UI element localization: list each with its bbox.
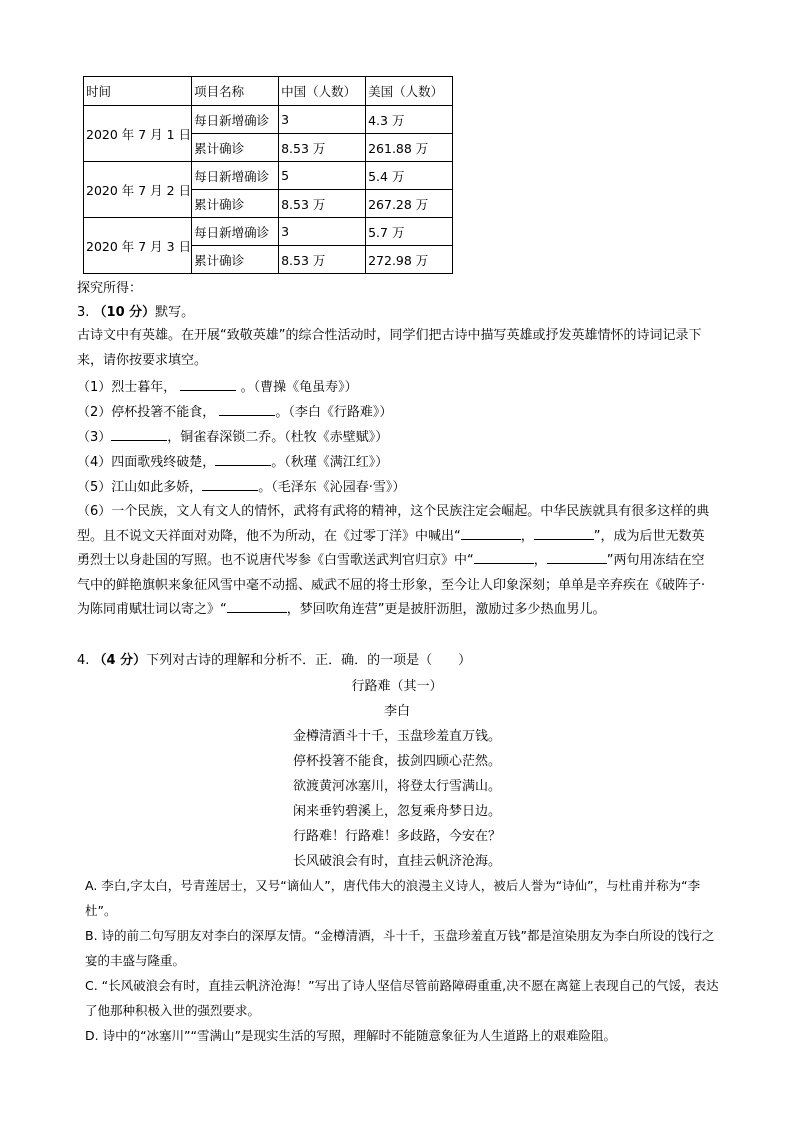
item-cell: 每日新增确诊: [192, 218, 279, 246]
answer-blank[interactable]: [461, 527, 521, 540]
q3-item-pre: （1）烈士暮年，: [77, 380, 177, 395]
poem-line: 金樽清酒斗十千，玉盘珍羞直万钱。: [292, 729, 501, 744]
q3-item-1: [77, 378, 358, 397]
answer-blank[interactable]: [474, 551, 534, 564]
answer-blank[interactable]: [202, 478, 258, 491]
q3-item6-a: （6）一个民族，文人有文人的情怀，武将有武将的精神，这个民族注定会崛起。中华民族就具有很多这样的典型。且不说文天祥面对劝降，他不为所动，在《过零丁洋》中喊出“: [77, 504, 710, 544]
usa-cell: 272.98 万: [366, 246, 453, 274]
option-d[interactable]: D. 诗中的“冰塞川”“雪满山”是现实生活的写照，理解时不能随意象征为人生道路上的艰难险阻。: [85, 1028, 616, 1043]
china-cell: 8.53 万: [279, 134, 366, 162]
item-cell: 累计确诊: [192, 190, 279, 218]
q3-score: （10 分）: [93, 305, 156, 320]
q3-item-post: 。（曹操《龟虽寿》）: [240, 380, 358, 395]
usa-cell: 5.4 万: [366, 162, 453, 190]
china-cell: 3: [279, 106, 366, 134]
covid-stats-table: [83, 76, 453, 274]
answer-blank[interactable]: [180, 378, 236, 391]
q4-heading: [77, 652, 471, 670]
table-row: [84, 106, 453, 134]
header-item: 项目名称: [192, 77, 279, 106]
q3-title: 默写。: [155, 305, 195, 320]
item-cell: 每日新增确诊: [192, 106, 279, 134]
china-cell: 5: [279, 162, 366, 190]
usa-cell: 261.88 万: [366, 134, 453, 162]
china-cell: 8.53 万: [279, 190, 366, 218]
date-cell: 2020 年 7 月 3 日: [84, 218, 192, 274]
china-cell: 8.53 万: [279, 246, 366, 274]
item-cell: 每日新增确诊: [192, 162, 279, 190]
item-cell: 累计确诊: [192, 246, 279, 274]
q3-item-post: ，铜雀春深锁二乔。（杜牧《赤壁赋》）: [167, 430, 389, 445]
q3-item-4: [77, 453, 388, 472]
header-china: 中国（人数）: [279, 77, 366, 106]
q4-number: 4.: [77, 653, 90, 668]
poem-title: 行路难（其一）: [351, 679, 443, 694]
header-time: 时间: [84, 77, 192, 106]
q3-item6-c: ”，成为后世无数英勇烈士以身赴国的写照。也不说唐代岑参《白雪歌送武判官归京》中“: [77, 528, 705, 568]
q3-item-3: [77, 428, 388, 447]
explore-label: 探究所得：: [77, 281, 143, 296]
answer-blank[interactable]: [219, 403, 275, 416]
poem-line: 长风破浪会有时，直挂云帆济沧海。: [292, 854, 501, 869]
q3-item-post: 。（李白《行路难》）: [275, 405, 393, 420]
q3-number: 3.: [77, 305, 90, 320]
q3-item-6: [77, 500, 717, 623]
q3-item-pre: （5）江山如此多娇，: [77, 480, 203, 495]
option-a[interactable]: A. 李白,字太白，号青莲居士，又号“谪仙人”，唐代伟大的浪漫主义诗人，被后人誉为“诗仙”，与杜甫并称为“李杜”。: [85, 878, 701, 918]
q3-item-post: 。（毛泽东《沁园春·雪》）: [258, 480, 406, 495]
q4-score: （4 分）: [93, 653, 147, 668]
q3-item-post: 。（秋瑾《满江红》）: [271, 455, 389, 470]
q3-item6-e: ”两句用冻结在空气中的鲜艳旗帜来象征风雪中毫不动摇、威武不屈的将士形象，至今让人印象深刻；单单是辛弃疾在《破阵子·为陈同甫赋壮词以寄之》“: [77, 553, 706, 617]
poem-line: 行路难！行路难！多歧路，今安在？: [292, 829, 501, 844]
q3-intro: 古诗文中有英雄。在开展“致敬英雄”的综合性活动时，同学们把古诗中描写英雄或抒发英雄情怀的诗词记录下来，请你按要求填空。: [77, 328, 702, 368]
q3-item6-f: ，梦回吹角连营”更是披肝沥胆，激励过多少热血男儿。: [286, 602, 606, 617]
q3-item-pre: （2）停杯投箸不能食，: [77, 405, 216, 420]
poem-author: 李白: [383, 704, 410, 719]
q3-item-pre: （4）四面歌残终破楚，: [77, 455, 216, 470]
answer-blank[interactable]: [547, 551, 607, 564]
answer-blank[interactable]: [111, 428, 167, 441]
table-row: [84, 218, 453, 246]
q3-item-pre: （3）: [77, 430, 112, 445]
answer-blank[interactable]: [227, 600, 287, 613]
usa-cell: 4.3 万: [366, 106, 453, 134]
q3-item6-d: ，: [533, 553, 547, 568]
usa-cell: 5.7 万: [366, 218, 453, 246]
answer-blank[interactable]: [215, 453, 271, 466]
option-c[interactable]: C. “长风破浪会有时，直挂云帆济沧海！”写出了诗人坚信尽管前路障碍重重,决不愿在离筵上表现自己的气馁，表达了他那种积极入世的强烈要求。: [85, 978, 719, 1018]
q3-item-5: [77, 478, 405, 497]
q3-item-2: [77, 403, 392, 422]
poem-line: 闲来垂钓碧溪上，忽复乘舟梦日边。: [292, 804, 501, 819]
q4-stem: 下列对古诗的理解和分析不．正．确．的一项是（ ）: [146, 653, 472, 668]
item-cell: 累计确诊: [192, 134, 279, 162]
poem-line: 停杯投箸不能食，拔剑四顾心茫然。: [292, 754, 501, 769]
poem-line: 欲渡黄河冰塞川，将登太行雪满山。: [292, 779, 501, 794]
q3-item6-b: ，: [520, 528, 534, 544]
date-cell: 2020 年 7 月 1 日: [84, 106, 192, 162]
header-usa: 美国（人数）: [366, 77, 453, 106]
table-row: [84, 162, 453, 190]
option-b[interactable]: B. 诗的前二句写朋友对李白的深厚友情。“金樽清酒，斗十千，玉盘珍羞直万钱”都是渲染朋友为李白所设的饯行之宴的丰盛与隆重。: [85, 928, 715, 968]
table-header-row: [84, 77, 453, 106]
date-cell: 2020 年 7 月 2 日: [84, 162, 192, 218]
q3-heading: [77, 304, 194, 322]
usa-cell: 267.28 万: [366, 190, 453, 218]
answer-blank[interactable]: [534, 527, 594, 540]
china-cell: 3: [279, 218, 366, 246]
